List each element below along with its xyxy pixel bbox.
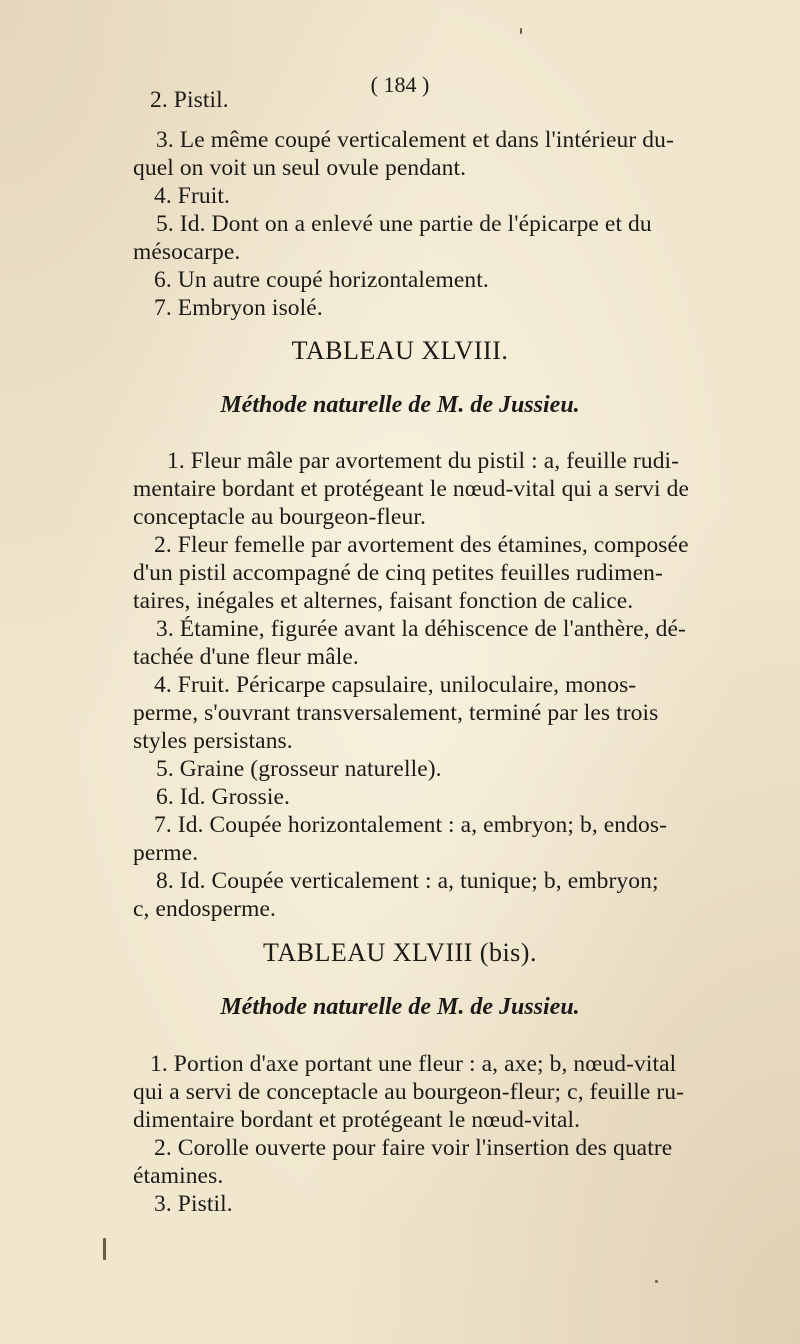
- text-line: 4. Fruit. Péricarpe capsulaire, uniloculaire, monos-: [154, 672, 637, 698]
- text-line: qui a servi de conceptacle au bourgeon-fleur; c, feuille ru-: [133, 1079, 685, 1105]
- section-subtitle: Méthode naturelle de M. de Jussieu.: [220, 392, 580, 418]
- section-title: TABLEAU XLVIII.: [291, 336, 509, 365]
- page-number-header: ( 184 ): [370, 72, 430, 97]
- text-line: 5. Id. Dont on a enlevé une partie de l'épicarpe et du: [156, 211, 652, 237]
- text-line: taires, inégales et alternes, faisant fonction de calice.: [133, 588, 634, 614]
- text-line: 2. Pistil.: [150, 87, 229, 113]
- text-line: styles persistans.: [133, 728, 293, 754]
- text-line: 2. Fleur femelle par avortement des étamines, composée: [154, 532, 689, 558]
- text-line: 8. Id. Coupée verticalement : a, tunique; b, embryon;: [156, 868, 659, 894]
- section-title: TABLEAU XLVIII (bis).: [263, 938, 537, 967]
- text-line: perme.: [133, 840, 199, 866]
- text-line: 1. Fleur mâle par avortement du pistil : a, feuille rudi-: [167, 448, 680, 474]
- text-line: 3. Le même coupé verticalement et dans l'intérieur du-: [156, 127, 674, 153]
- text-line: tachée d'une fleur mâle.: [133, 644, 359, 670]
- section-subtitle: Méthode naturelle de M. de Jussieu.: [220, 994, 580, 1020]
- text-line: c, endosperme.: [133, 896, 276, 922]
- paper-speck: [520, 28, 522, 34]
- text-line: 7. Embryon isolé.: [154, 295, 323, 321]
- text-line: 3. Étamine, figurée avant la déhiscence de l'anthère, dé-: [156, 616, 686, 642]
- text-line: 5. Graine (grosseur naturelle).: [156, 756, 442, 782]
- text-line: mentaire bordant et protégeant le nœud-vital qui a servi de: [133, 476, 689, 502]
- text-line: quel on voit un seul ovule pendant.: [133, 155, 467, 181]
- text-line: mésocarpe.: [133, 239, 241, 265]
- paper-speck: [103, 1238, 106, 1260]
- paper-speck: [655, 1280, 658, 1283]
- text-line: 3. Pistil.: [154, 1191, 233, 1217]
- text-line: étamines.: [133, 1163, 224, 1189]
- text-line: 6. Un autre coupé horizontalement.: [154, 267, 489, 293]
- text-line: d'un pistil accompagné de cinq petites feuilles rudimen-: [133, 560, 663, 586]
- text-line: perme, s'ouvrant transversalement, terminé par les trois: [133, 700, 659, 726]
- text-line: 2. Corolle ouverte pour faire voir l'insertion des quatre: [154, 1135, 673, 1161]
- text-line: conceptacle au bourgeon-fleur.: [133, 504, 426, 530]
- text-line: 7. Id. Coupée horizontalement : a, embryon; b, endos-: [154, 812, 668, 838]
- text-line: 6. Id. Grossie.: [156, 784, 290, 810]
- text-line: 1. Portion d'axe portant une fleur : a, axe; b, nœud-vital: [150, 1051, 677, 1077]
- text-line: 4. Fruit.: [154, 183, 230, 209]
- text-line: dimentaire bordant et protégeant le nœud-vital.: [133, 1107, 581, 1133]
